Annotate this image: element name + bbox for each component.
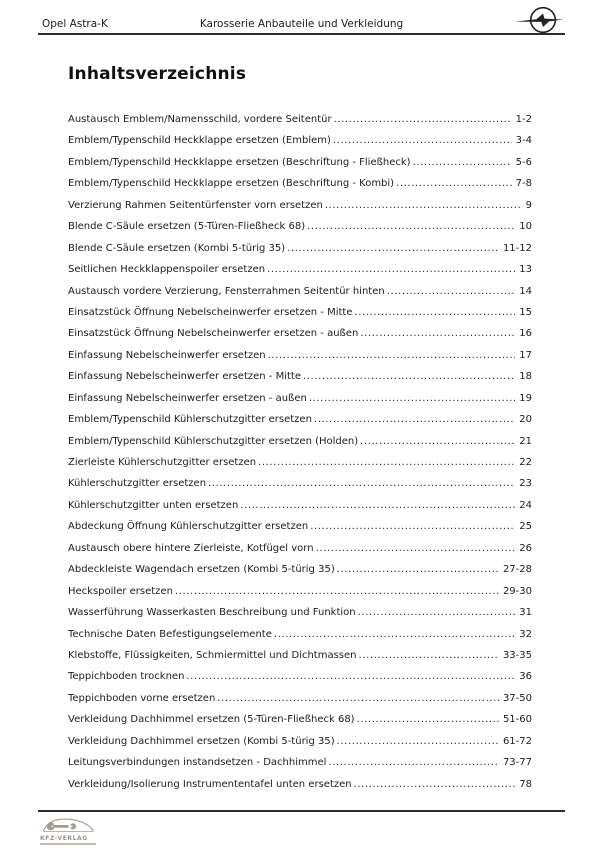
toc-entry-pages: 26 [519, 542, 532, 554]
toc-entry-pages: 19 [519, 392, 532, 404]
toc-entry-title: Abdeckung Öffnung Kühlerschutzgitter ersetzen [68, 521, 309, 533]
page-title: Inhaltsverzeichnis [68, 64, 247, 84]
toc-entry-title: Kühlerschutzgitter unten ersetzen [68, 499, 239, 511]
toc-entry[interactable] [68, 521, 532, 542]
toc-entry[interactable] [68, 328, 532, 349]
toc-entry[interactable] [68, 478, 532, 499]
toc-entry-title: Verkleidung/Isolierung Instrumententafel unten ersetzen [68, 778, 352, 790]
toc-entry-title: Emblem/Typenschild Kühlerschutzgitter ersetzen [68, 414, 312, 426]
toc-entry-pages: 29-30 [502, 585, 532, 597]
toc-leader-dots [325, 200, 522, 211]
toc-leader-dots [208, 478, 515, 489]
toc-entry-pages: 32 [519, 628, 532, 640]
toc-entry-pages: 24 [519, 499, 532, 511]
toc-entry-title: Zierleiste Kühlerschutzgitter ersetzen [68, 457, 257, 468]
toc-entry[interactable] [68, 307, 532, 328]
toc-leader-dots [186, 671, 515, 682]
toc-leader-dots [240, 500, 515, 511]
toc-leader-dots [267, 264, 515, 275]
toc-entry-pages: 1-2 [515, 114, 532, 125]
toc-entry[interactable] [68, 564, 532, 585]
toc-entry-pages: 10 [519, 221, 532, 233]
toc-leader-dots [337, 736, 499, 747]
toc-leader-dots [354, 779, 516, 790]
toc-entry-title: Blende C-Säule ersetzen (Kombi 5-türig 35) [68, 242, 286, 254]
toc-entry[interactable] [68, 736, 532, 757]
toc-entry-pages: 22 [519, 457, 532, 468]
toc-leader-dots [258, 457, 515, 468]
toc-entry[interactable] [68, 286, 532, 307]
kfz-tagline-bar [40, 843, 96, 845]
toc-entry-title: Abdeckleiste Wagendach ersetzen (Kombi 5-türig 35) [68, 564, 335, 576]
toc-entry[interactable] [68, 243, 532, 264]
toc-entry[interactable] [68, 436, 532, 457]
toc-entry-title: Heckspoiler ersetzen [68, 585, 173, 597]
toc-entry-title: Teppichboden vorne ersetzen [68, 692, 216, 704]
toc-entry[interactable] [68, 157, 532, 178]
toc-entry-title: Emblem/Typenschild Heckklappe ersetzen (Beschriftung - Fließheck) [68, 156, 411, 168]
toc-entry-pages: 27-28 [502, 564, 532, 576]
car-wrench-icon [40, 815, 96, 835]
toc-entry[interactable] [68, 714, 532, 735]
toc-leader-dots [307, 221, 515, 232]
toc-entry-title: Verkleidung Dachhimmel ersetzen (Kombi 5-türig 35) [68, 735, 335, 747]
toc-entry-pages: 17 [519, 349, 532, 361]
toc-entry-pages: 3-4 [515, 135, 532, 147]
toc-entry[interactable] [68, 693, 532, 714]
toc-leader-dots [354, 307, 515, 318]
toc-entry-title: Austausch vordere Verzierung, Fensterrahmen Seitentür hinten [68, 285, 385, 297]
kfz-verlag-logo [40, 815, 104, 845]
toc-entry-pages: 9 [525, 199, 532, 211]
toc-leader-dots [358, 607, 516, 618]
toc-entry-pages: 31 [519, 607, 532, 619]
toc-entry-title: Emblem/Typenschild Kühlerschutzgitter ersetzen (Holden) [68, 435, 359, 447]
toc-entry-pages: 15 [519, 306, 532, 318]
toc-entry-title: Einfassung Nebelscheinwerfer ersetzen [68, 349, 266, 361]
toc-leader-dots [334, 114, 512, 125]
toc-entry-pages: 21 [519, 435, 532, 447]
toc-leader-dots [359, 650, 499, 661]
toc-leader-dots [268, 350, 516, 361]
toc-leader-dots [314, 414, 515, 425]
header-section-label: Karosserie Anbauteile und Verkleidung [199, 18, 404, 30]
toc-entry[interactable] [68, 607, 532, 628]
toc-entry-pages: 16 [519, 328, 532, 340]
toc-entry-pages: 18 [519, 371, 532, 383]
toc-leader-dots [274, 629, 515, 640]
toc-leader-dots [413, 157, 512, 168]
toc-entry-pages: 78 [519, 778, 532, 790]
toc-leader-dots [309, 393, 515, 404]
header-model-label: Opel Astra-K [42, 18, 108, 30]
toc-entry[interactable] [68, 500, 532, 521]
toc-entry[interactable] [68, 135, 532, 156]
toc-leader-dots [387, 286, 516, 297]
toc-entry-pages: 11-12 [502, 242, 532, 254]
toc-entry-title: Verkleidung Dachhimmel ersetzen (5-Türen-Fließheck 68) [68, 714, 355, 726]
toc-leader-dots [310, 521, 515, 532]
toc-leader-dots [396, 178, 512, 189]
toc-entry-pages: 33-35 [502, 649, 532, 661]
toc-entry[interactable] [68, 350, 532, 371]
toc-entry[interactable] [68, 671, 532, 692]
toc-entry-title: Leitungsverbindungen instandsetzen - Dachhimmel [68, 757, 327, 769]
toc-entry-title: Emblem/Typenschild Heckklappe ersetzen (Beschriftung - Kombi) [68, 178, 395, 190]
toc-entry-title: Wasserführung Wasserkasten Beschreibung und Funktion [68, 607, 356, 619]
toc-entry-pages: 73-77 [502, 757, 532, 769]
toc-entry[interactable] [68, 629, 532, 650]
page-header [38, 0, 565, 35]
toc-leader-dots [316, 543, 516, 554]
toc-entry-pages: 51-60 [502, 714, 532, 726]
toc-entry-pages: 14 [519, 285, 532, 297]
toc-entry[interactable] [68, 114, 532, 135]
toc-entry[interactable] [68, 371, 532, 392]
toc-entry-pages: 61-72 [502, 735, 532, 747]
toc-entry[interactable] [68, 457, 532, 478]
toc-entry-pages: 7-8 [515, 178, 532, 190]
table-of-contents [68, 114, 532, 800]
toc-entry-title: Einfassung Nebelscheinwerfer ersetzen - Mitte [68, 371, 301, 383]
footer-divider [38, 810, 565, 812]
toc-entry-title: Austausch Emblem/Namensschild, vordere Seitentür [68, 114, 332, 125]
toc-entry[interactable] [68, 650, 532, 671]
toc-leader-dots [337, 564, 499, 575]
toc-entry-title: Klebstoffe, Flüssigkeiten, Schmiermittel und Dichtmassen [68, 649, 357, 661]
toc-leader-dots [287, 243, 499, 254]
toc-entry[interactable] [68, 586, 532, 607]
toc-entry[interactable] [68, 221, 532, 242]
toc-leader-dots [303, 371, 515, 382]
toc-entry-title: Teppichboden trocknen [68, 671, 185, 683]
toc-entry[interactable] [68, 264, 532, 285]
toc-leader-dots [217, 693, 499, 704]
kfz-verlag-label: KFZ-VERLAG [40, 835, 88, 842]
toc-leader-dots [360, 328, 515, 339]
toc-entry-title: Emblem/Typenschild Heckklappe ersetzen (Emblem) [68, 135, 331, 147]
toc-entry-pages: 37-50 [502, 692, 532, 704]
toc-entry-title: Einsatzstück Öffnung Nebelscheinwerfer ersetzen - Mitte [68, 306, 353, 318]
toc-entry[interactable] [68, 178, 532, 199]
toc-leader-dots [333, 135, 512, 146]
toc-entry-title: Seitlichen Heckklappenspoiler ersetzen [68, 264, 266, 276]
toc-entry-pages: 5-6 [515, 156, 532, 168]
toc-entry[interactable] [68, 393, 532, 414]
toc-entry-title: Kühlerschutzgitter ersetzen [68, 478, 207, 490]
toc-entry-title: Einsatzstück Öffnung Nebelscheinwerfer ersetzen - außen [68, 328, 359, 340]
toc-entry-title: Blende C-Säule ersetzen (5-Türen-Fließheck 68) [68, 221, 306, 233]
toc-entry-title: Technische Daten Befestigungselemente [68, 628, 272, 640]
toc-leader-dots [360, 436, 515, 447]
toc-entry-title: Verzierung Rahmen Seitentürfenster vorn ersetzen [68, 199, 323, 211]
toc-entry-pages: 36 [519, 671, 532, 683]
toc-leader-dots [357, 714, 499, 725]
toc-entry-title: Einfassung Nebelscheinwerfer ersetzen - außen [68, 392, 307, 404]
toc-entry-pages: 20 [519, 414, 532, 426]
toc-leader-dots [328, 757, 499, 768]
toc-entry[interactable] [68, 757, 532, 778]
toc-entry[interactable] [68, 414, 532, 435]
toc-entry-pages: 13 [519, 264, 532, 276]
toc-entry[interactable] [68, 543, 532, 564]
toc-entry-title: Austausch obere hintere Zierleiste, Kotfügel vorn [68, 542, 314, 554]
toc-entry-pages: 23 [519, 478, 532, 490]
toc-leader-dots [175, 586, 499, 597]
opel-blitz-logo-icon [515, 4, 563, 34]
toc-entry[interactable] [68, 200, 532, 221]
toc-entry-pages: 25 [519, 521, 532, 533]
toc-entry[interactable] [68, 779, 532, 800]
